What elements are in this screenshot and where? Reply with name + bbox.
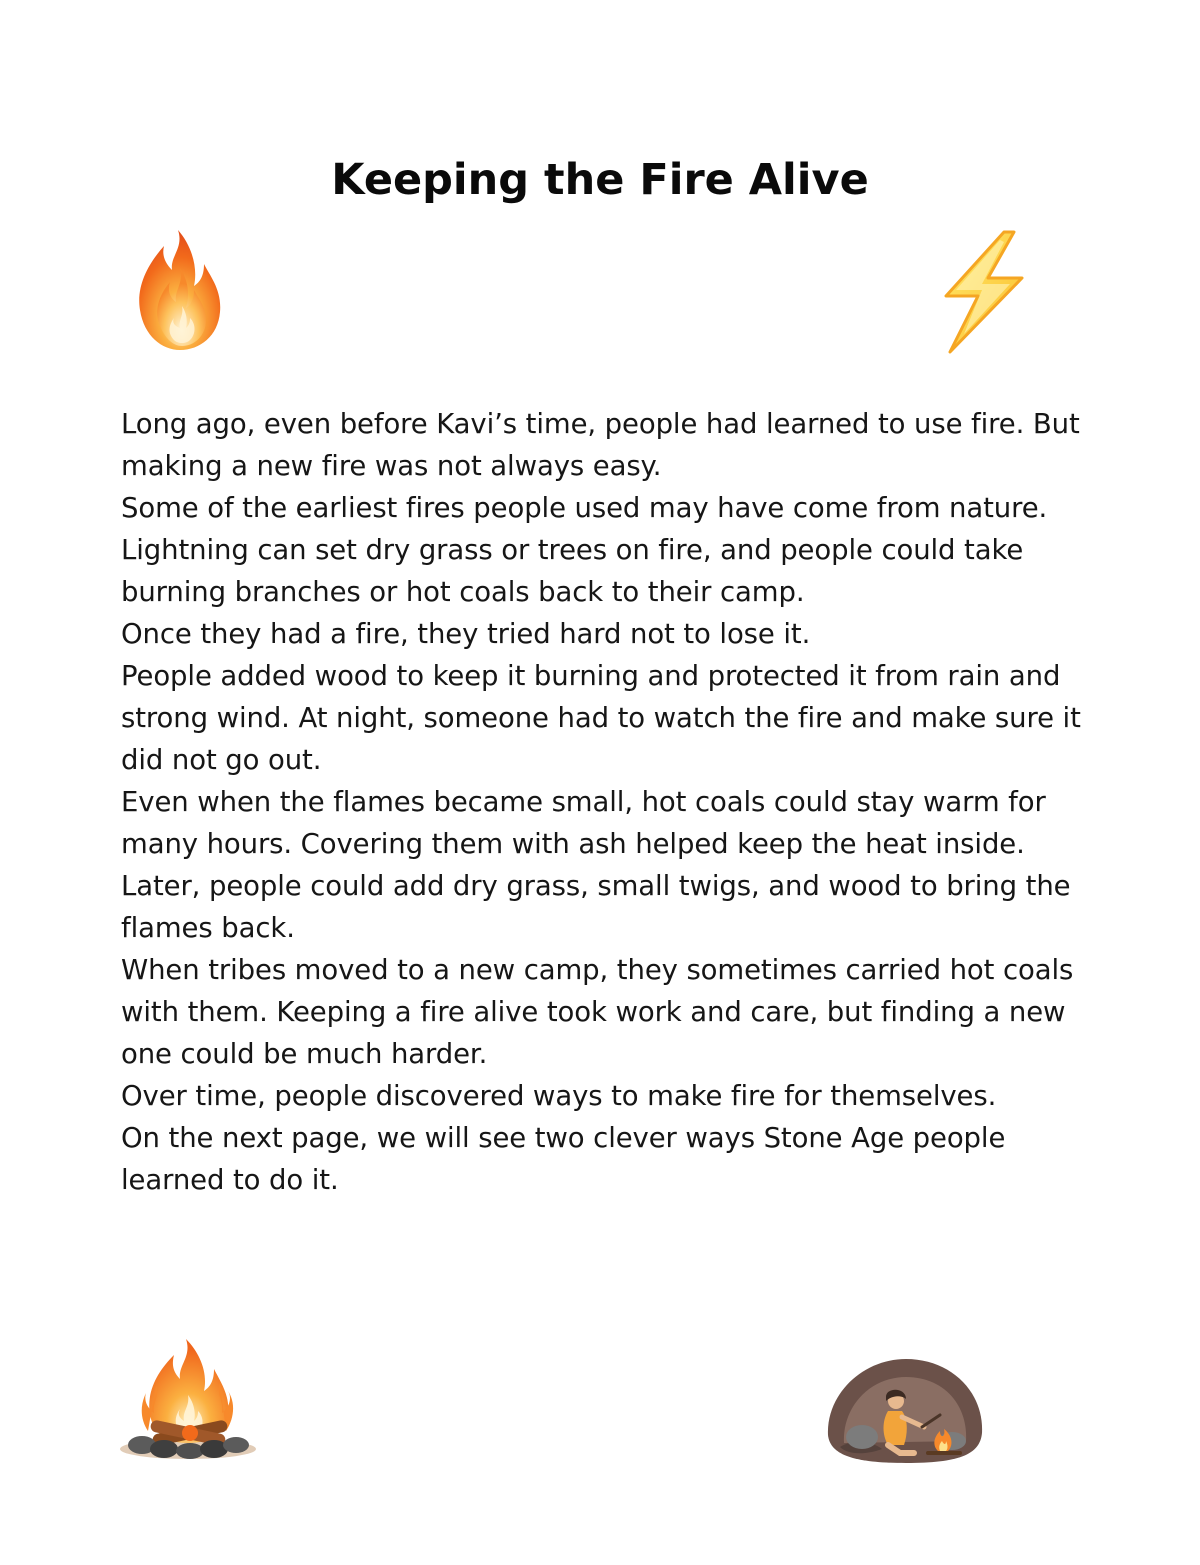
paragraph: When tribes moved to a new camp, they sometimes carried hot coals with them. Keeping a fire alive took work and care, but finding a new one could be much harder. (121, 954, 1074, 1070)
lightning-bolt-icon (938, 230, 1028, 354)
paragraph: Even when the flames became small, hot coals could stay warm for many hours. Covering them with ash helped keep the heat inside. Later, people could add dry grass, small twigs, and wood to bring the flames back. (121, 786, 1071, 944)
campfire-icon (116, 1335, 260, 1465)
paragraph: People added wood to keep it burning and protected it from rain and strong wind. At night, someone had to watch the fire and make sure it did not go out. (121, 660, 1081, 776)
flame-icon (134, 228, 224, 354)
story-text (121, 403, 1111, 1201)
paragraph: Once they had a fire, they tried hard not to lose it. (121, 618, 811, 650)
cave-person-fire-icon (822, 1355, 988, 1465)
paragraph: Over time, people discovered ways to make fire for themselves. (121, 1080, 997, 1112)
paragraph: Long ago, even before Kavi’s time, people had learned to use fire. But making a new fire was not always easy. (121, 408, 1080, 482)
paragraph: On the next page, we will see two clever ways Stone Age people learned to do it. (121, 1122, 1006, 1196)
paragraph: Some of the earliest fires people used may have come from nature. Lightning can set dry grass or trees on fire, and people could take burning branches or hot coals back to their camp. (121, 492, 1048, 608)
page-title: Keeping the Fire Alive (331, 155, 869, 205)
